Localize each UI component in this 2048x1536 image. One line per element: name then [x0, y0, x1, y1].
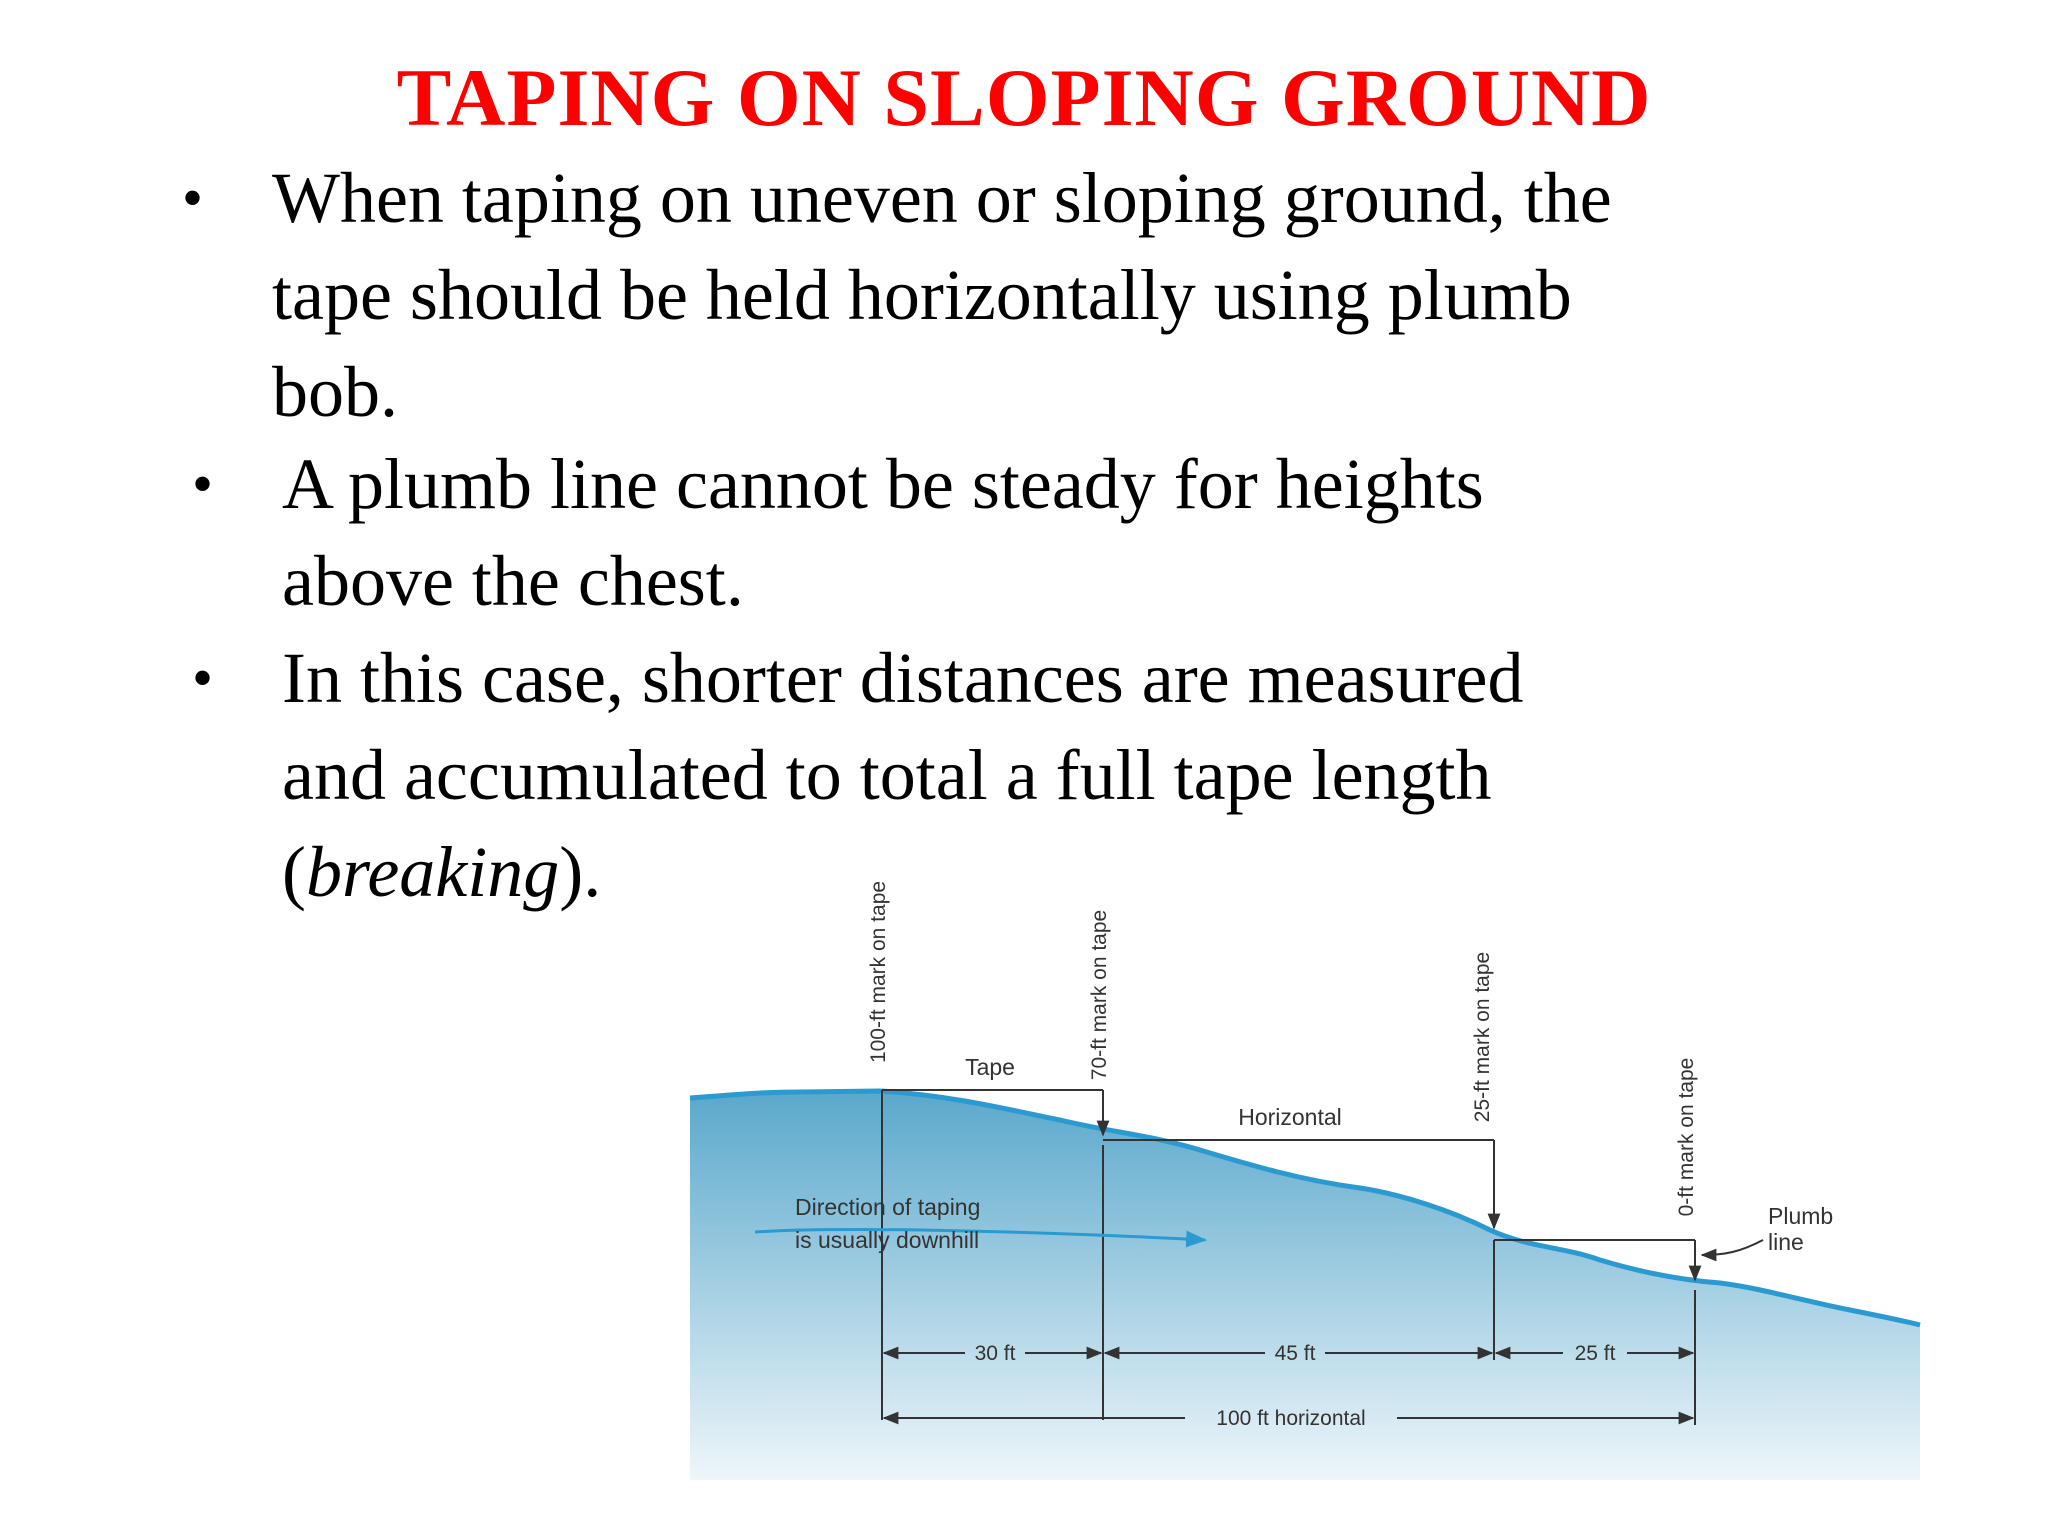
bullet-dot-icon: •	[182, 165, 204, 231]
plumb-label-1: Plumb	[1768, 1203, 1834, 1229]
mark-100-label: 100-ft mark on tape	[867, 880, 890, 1064]
tape-label: Tape	[965, 1054, 1015, 1080]
bullet-1-line-2: tape should be held horizontally using plumb	[272, 255, 1572, 335]
bullet-3-line-1: In this case, shorter distances are measured	[282, 638, 1524, 718]
bullet-2-line-2: above the chest.	[282, 541, 744, 621]
horizontal-label: Horizontal	[1238, 1104, 1342, 1130]
plumb-label-2: line	[1768, 1229, 1804, 1255]
bullet-3-line-2: and accumulated to total a full tape length	[282, 735, 1492, 815]
bullet-dot-icon: •	[192, 645, 214, 711]
bullet-3-suffix: ).	[559, 832, 602, 912]
direction-label-1: Direction of taping	[795, 1194, 981, 1220]
mark-0-label: 0-ft mark on tape	[1675, 1057, 1698, 1217]
slide-title: TAPING ON SLOPING GROUND	[396, 52, 1652, 143]
mark-70-label: 70-ft mark on tape	[1088, 909, 1111, 1081]
dim-total-label: 100 ft horizontal	[1216, 1407, 1366, 1430]
bullet-3-prefix: (	[282, 832, 306, 912]
dim-30-label: 30 ft	[974, 1342, 1016, 1365]
breaking-term: breaking	[305, 832, 560, 912]
dim-25-label: 25 ft	[1574, 1342, 1616, 1365]
bullet-1-line-1: When taping on uneven or sloping ground, the	[272, 158, 1612, 238]
bullet-dot-icon: •	[192, 451, 214, 517]
bullet-2-line-1: A plumb line cannot be steady for heights	[282, 444, 1484, 524]
dim-45-label: 45 ft	[1274, 1342, 1316, 1365]
plumb-leader	[1702, 1240, 1763, 1255]
mark-25-label: 25-ft mark on tape	[1471, 951, 1494, 1123]
bullet-1-line-3: bob.	[272, 352, 398, 432]
direction-label-2: is usually downhill	[795, 1227, 980, 1253]
